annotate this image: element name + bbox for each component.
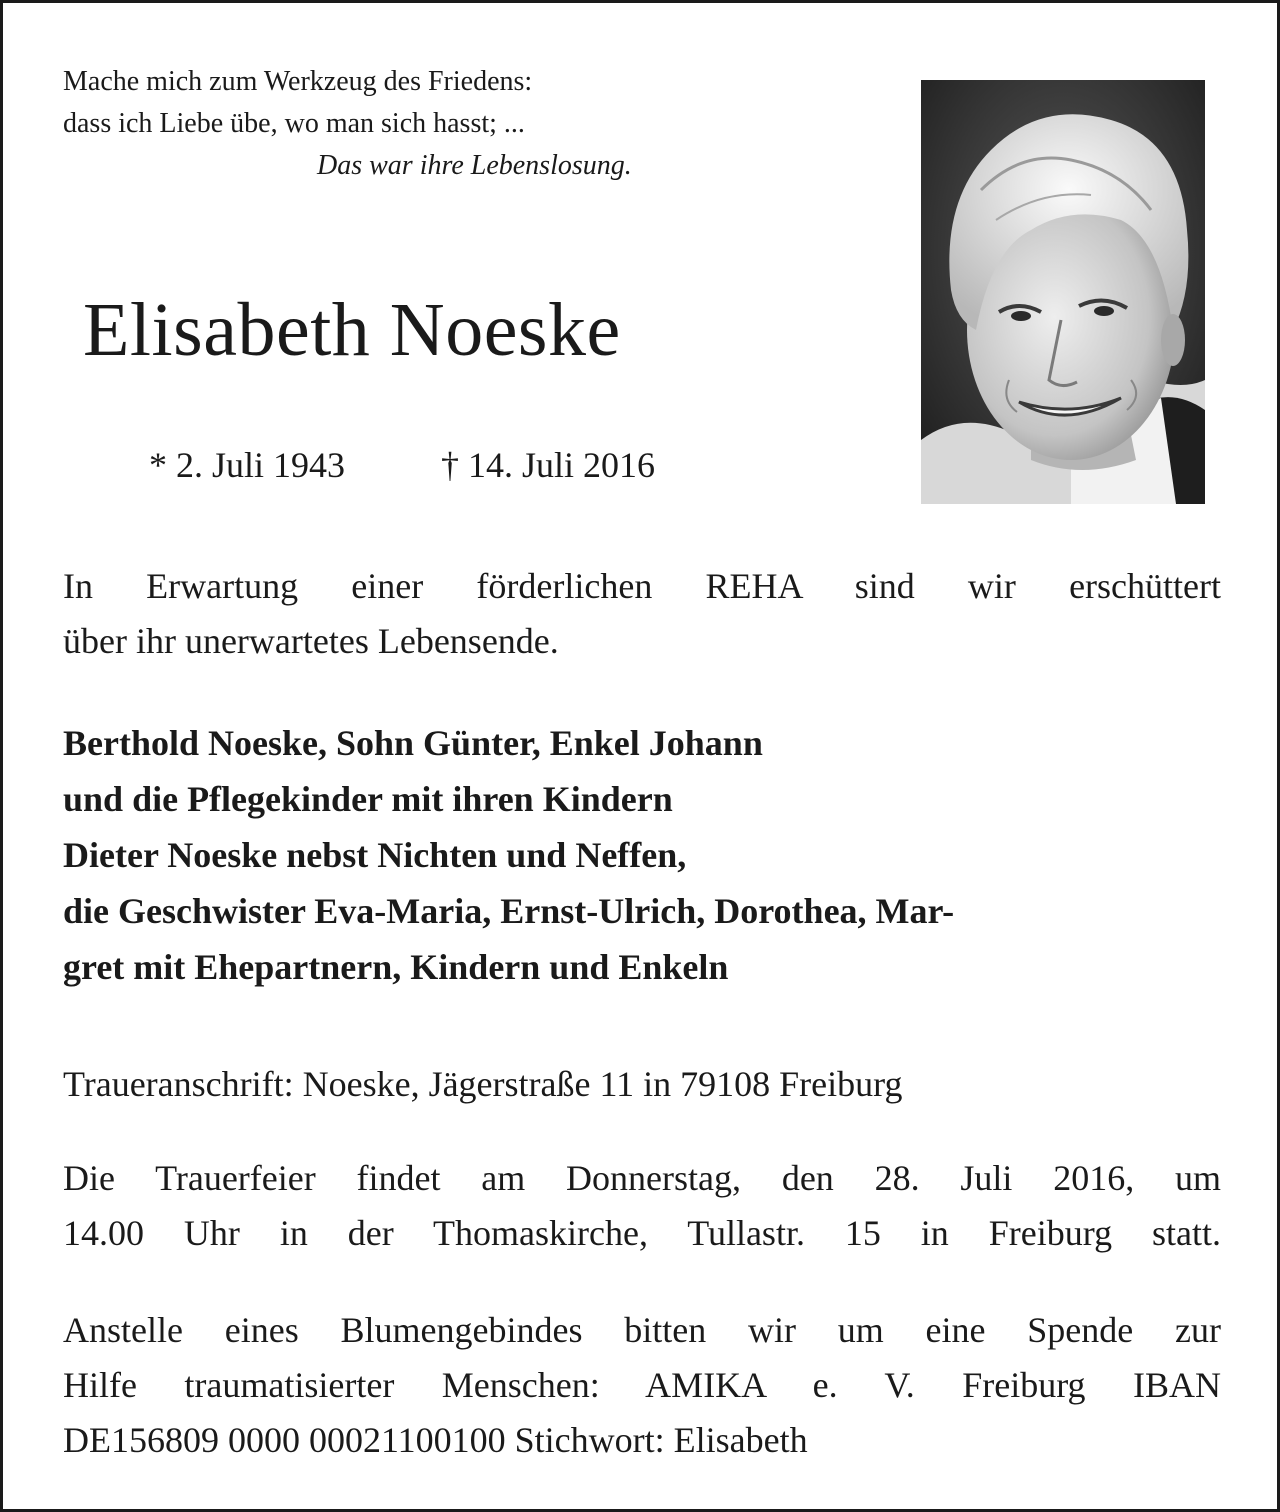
mourner-line: Dieter Noeske nebst Nichten und Neffen, [63, 835, 687, 875]
service-line-1: Die Trauerfeier findet am Donnerstag, den 28. Juli 2016, um [63, 1158, 1221, 1198]
mourner-line: gret mit Ehepartnern, Kindern und Enkeln [63, 947, 729, 987]
donation-line-3: DE156809 0000 00021100100 Stichwort: Elisabeth [63, 1420, 808, 1460]
funeral-service-info [63, 1151, 1221, 1261]
motto-quote [63, 61, 632, 187]
donation-request [63, 1303, 1221, 1468]
mourner-line: die Geschwister Eva-Maria, Ernst-Ulrich, Dorothea, Mar- [63, 891, 955, 931]
motto-line-1: Mache mich zum Werkzeug des Friedens: [63, 66, 533, 97]
intro-line-2: über ihr unerwartetes Lebensende. [63, 621, 559, 661]
death-date: † 14. Juli 2016 [441, 445, 656, 485]
mourning-address [63, 1057, 1221, 1112]
mourners-list [63, 715, 1221, 995]
life-dates [149, 441, 655, 489]
birth-date: * 2. Juli 1943 [149, 445, 346, 485]
donation-line-1: Anstelle eines Blumengebindes bitten wir um eine Spende zur [63, 1310, 1221, 1350]
donation-line-2: Hilfe traumatisierter Menschen: AMIKA e. V. Freiburg IBAN [63, 1365, 1221, 1405]
motto-credo: Das war ihre Lebenslosung. [317, 150, 632, 181]
mourner-line: und die Pflegekinder mit ihren Kindern [63, 779, 673, 819]
intro-line-1: In Erwartung einer förderlichen REHA sind wir erschüttert [63, 566, 1221, 606]
portrait-photo [921, 80, 1205, 504]
intro-paragraph [63, 559, 1221, 669]
deceased-name: Elisabeth Noeske [83, 288, 621, 372]
mourning-address-text: Traueranschrift: Noeske, Jägerstraße 11 in 79108 Freiburg [63, 1064, 903, 1104]
mourner-line: Berthold Noeske, Sohn Günter, Enkel Johann [63, 723, 763, 763]
motto-line-2: dass ich Liebe übe, wo man sich hasst; ... [63, 108, 525, 139]
portrait-photo-image [921, 80, 1205, 504]
service-line-2: 14.00 Uhr in der Thomaskirche, Tullastr. 15 in Freiburg statt. [63, 1213, 1221, 1253]
